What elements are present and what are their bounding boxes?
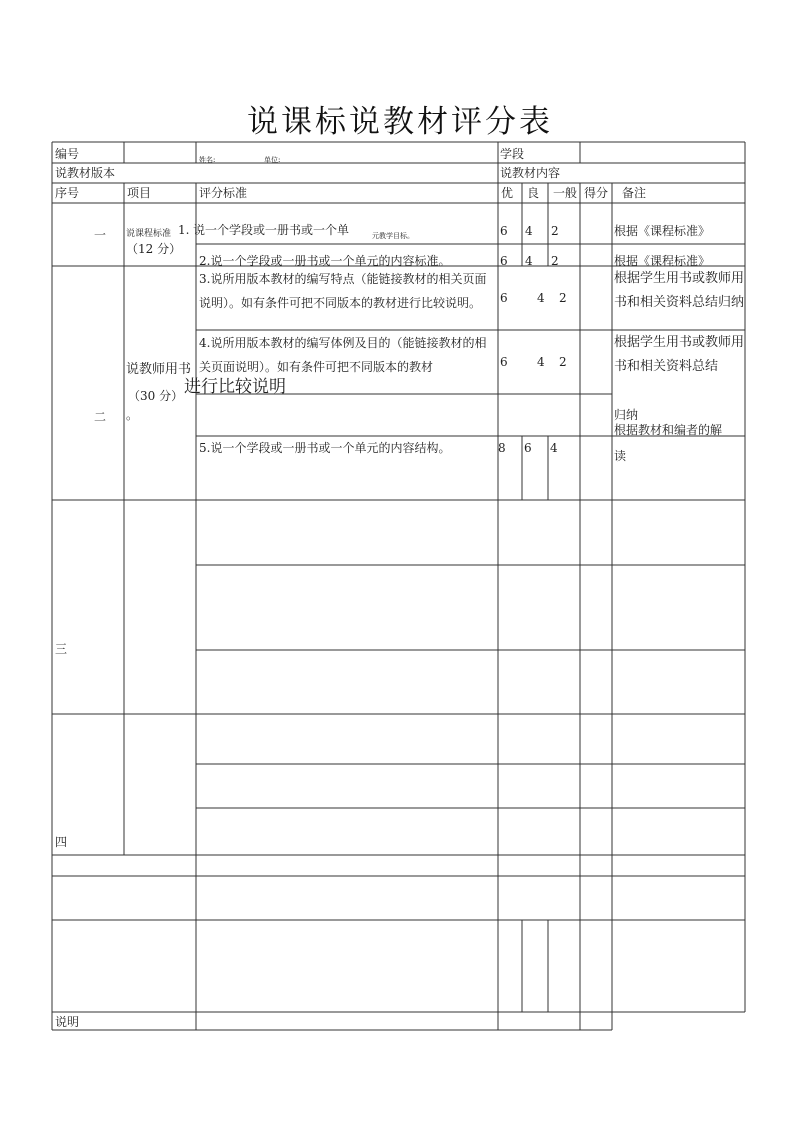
col-excellent: 优 bbox=[501, 186, 514, 200]
col-good: 良 bbox=[527, 186, 540, 200]
criterion-4-average: 2 bbox=[559, 355, 567, 369]
criterion-5-remark-b: 读 bbox=[614, 449, 627, 463]
criterion-4-good: 4 bbox=[537, 355, 545, 369]
criterion-1-excellent: 6 bbox=[500, 224, 508, 238]
page-title: 说课标说教材评分表 bbox=[247, 104, 553, 140]
textbook-version-label: 说教材版本 bbox=[55, 166, 116, 180]
criterion-1-tail: 元教学目标。 bbox=[372, 232, 414, 240]
criterion-3-average: 2 bbox=[559, 291, 567, 305]
section2-item-tail: 。 bbox=[126, 408, 139, 422]
section3-seq: 三 bbox=[55, 642, 68, 656]
criterion-1: 说一个学段或一册书或一个单 bbox=[193, 223, 350, 237]
section2-item: 说教师用书 bbox=[126, 362, 192, 377]
criterion-1-remark: 根据《课程标准》 bbox=[614, 224, 711, 238]
criterion-3-excellent: 6 bbox=[500, 291, 508, 305]
criterion-2-remark: 根据《课程标准》 bbox=[614, 254, 711, 268]
criterion-4-overflow: 进行比较说明 bbox=[184, 377, 286, 397]
criterion-4-excellent: 6 bbox=[500, 355, 508, 369]
criterion-1-good: 4 bbox=[525, 224, 533, 238]
col-score: 得分 bbox=[584, 186, 609, 200]
col-criteria: 评分标准 bbox=[199, 186, 248, 200]
section1-item: 说课程标准 bbox=[126, 229, 172, 239]
criterion-4-remark-cont: 归纳 bbox=[614, 408, 639, 422]
col-seq: 序号 bbox=[55, 186, 80, 200]
section1-seq: 一 bbox=[94, 228, 107, 242]
col-remarks: 备注 bbox=[622, 186, 647, 200]
code-label: 编号 bbox=[55, 147, 80, 161]
criterion-3-remark: 根据学生用书或教师用书和相关资料总结归纳 bbox=[614, 271, 745, 310]
criterion-4: 4.说所用版本教材的编写体例及目的（能链接教材的相关页面说明）。如有条件可把不同版本的教材 bbox=[199, 336, 487, 374]
col-item: 项目 bbox=[127, 186, 152, 200]
criterion-2: 2.说一个学段或一册书或一个单元的内容标准。 bbox=[199, 254, 451, 268]
criterion-3: 3.说所用版本教材的编写特点（能链接教材的相关页面说明）。如有条件可把不同版本的教材进行比较说明。 bbox=[199, 272, 487, 310]
criterion-1-average: 2 bbox=[551, 224, 559, 238]
criterion-5: 5.说一个学段或一册书或一个单元的内容结构。 bbox=[199, 441, 451, 455]
section2-points: （30 分） bbox=[128, 389, 184, 403]
criterion-4-remark: 根据学生用书或教师用书和相关资料总结 bbox=[614, 335, 745, 374]
criterion-2-excellent: 6 bbox=[500, 254, 508, 268]
section2-seq: 二 bbox=[94, 410, 107, 424]
section4-seq: 四 bbox=[55, 835, 68, 849]
notes-label: 说明 bbox=[55, 1015, 80, 1029]
criterion-5-remark-a: 根据教材和编者的解 bbox=[614, 423, 723, 437]
section1-points: （12 分） bbox=[126, 242, 182, 256]
criterion-2-average: 2 bbox=[551, 254, 559, 268]
stage-label: 学段 bbox=[500, 147, 525, 161]
name-label: 姓名: bbox=[199, 156, 216, 164]
textbook-content-label: 说教材内容 bbox=[500, 166, 561, 180]
criterion-3-good: 4 bbox=[537, 291, 545, 305]
criterion-5-good: 6 bbox=[524, 441, 532, 455]
criterion-1-lead: 1. bbox=[178, 223, 190, 237]
col-average: 一般 bbox=[553, 186, 578, 200]
criterion-2-good: 4 bbox=[525, 254, 533, 268]
criterion-5-excellent: 8 bbox=[498, 441, 506, 455]
unit-label: 单位: bbox=[264, 156, 281, 164]
criterion-5-average: 4 bbox=[550, 441, 558, 455]
